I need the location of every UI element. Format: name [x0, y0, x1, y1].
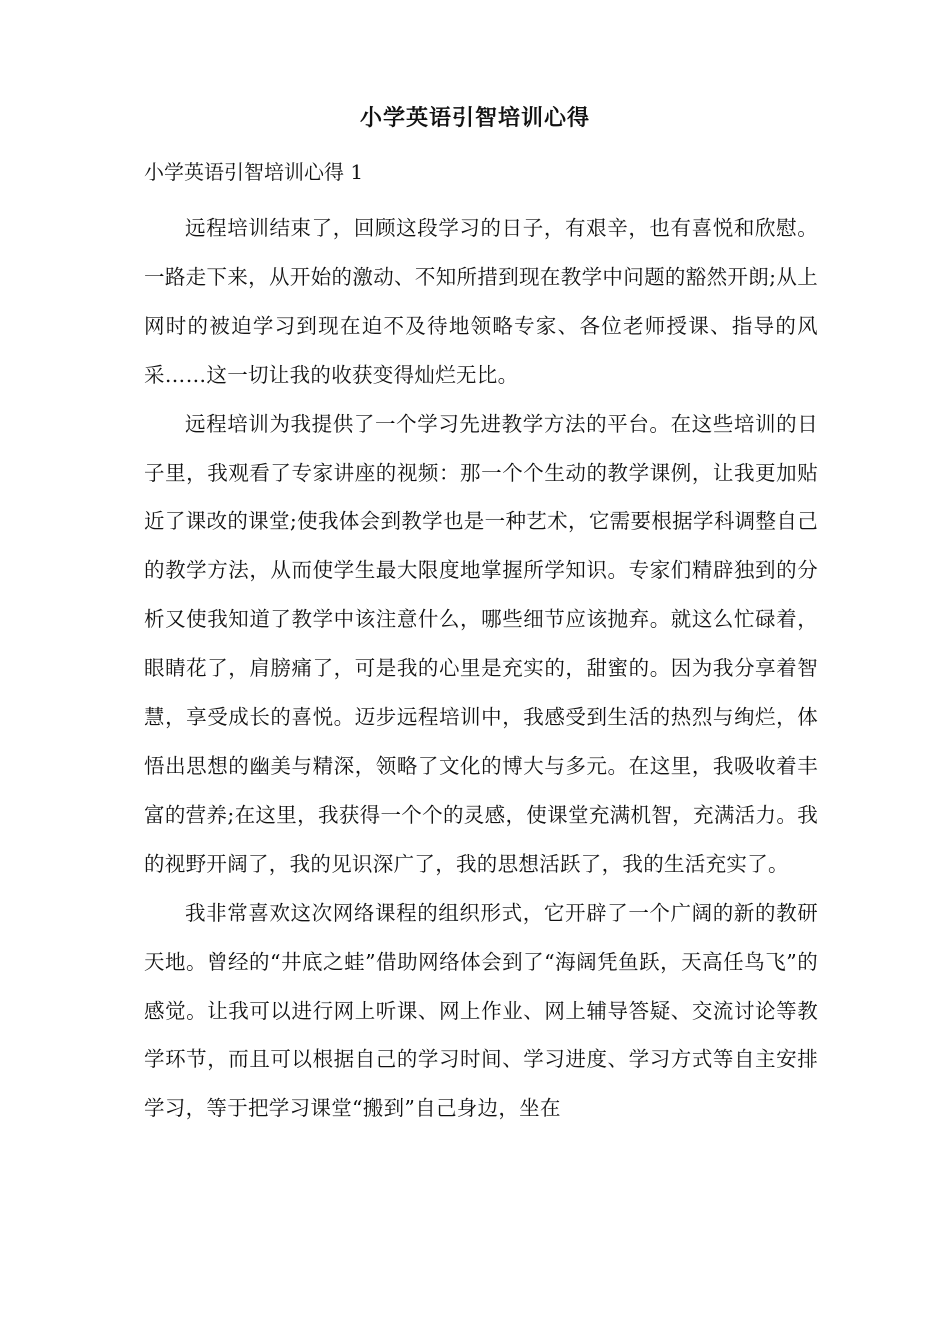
paragraph: 我非常喜欢这次网络课程的组织形式，它开辟了一个广阔的新的教研天地。曾经的“井底之蛙”借助网络体会到了“海阔凭鱼跃，天高任鸟飞”的感觉。让我可以进行网上听课、网上作业、网上辅导答疑、交流讨论等教学环节，而且可以根据自己的学习时间、学习进度、学习方式等自主安排学习，等于把学习课堂“搬到”自己身边，坐在	[144, 900, 818, 1121]
document-body	[144, 204, 818, 1133]
document-title: 小学英语引智培训心得	[359, 105, 590, 131]
paragraph: 远程培训为我提供了一个学习先进教学方法的平台。在这些培训的日子里，我观看了专家讲座的视频：那一个个生动的教学课例，让我更加贴近了课改的课堂;使我体会到教学也是一种艺术，它需要根据学科调整自己的教学方法，从而使学生最大限度地掌握所学知识。专家们精辟独到的分析又使我知道了教学中该注意什么，哪些细节应该抛弃。就这么忙碌着，眼睛花了，肩膀痛了，可是我的心里是充实的，甜蜜的。因为我分享着智慧，享受成长的喜悦。迈步远程培训中，我感受到生活的热烈与绚烂，体悟出思想的幽美与精深，领略了文化的博大与多元。在这里，我吸收着丰富的营养;在这里，我获得一个个的灵感，使课堂充满机智，充满活力。我的视野开阔了，我的见识深广了，我的思想活跃了，我的生活充实了。	[144, 411, 818, 876]
paragraph: 远程培训结束了，回顾这段学习的日子，有艰辛，也有喜悦和欣慰。一路走下来，从开始的激动、不知所措到现在教学中问题的豁然开朗;从上网时的被迫学习到现在迫不及待地领略专家、各位老师授课、指导的风采……这一切让我的收获变得灿烂无比。	[144, 216, 818, 387]
section-heading: 小学英语引智培训心得 1	[144, 160, 364, 184]
